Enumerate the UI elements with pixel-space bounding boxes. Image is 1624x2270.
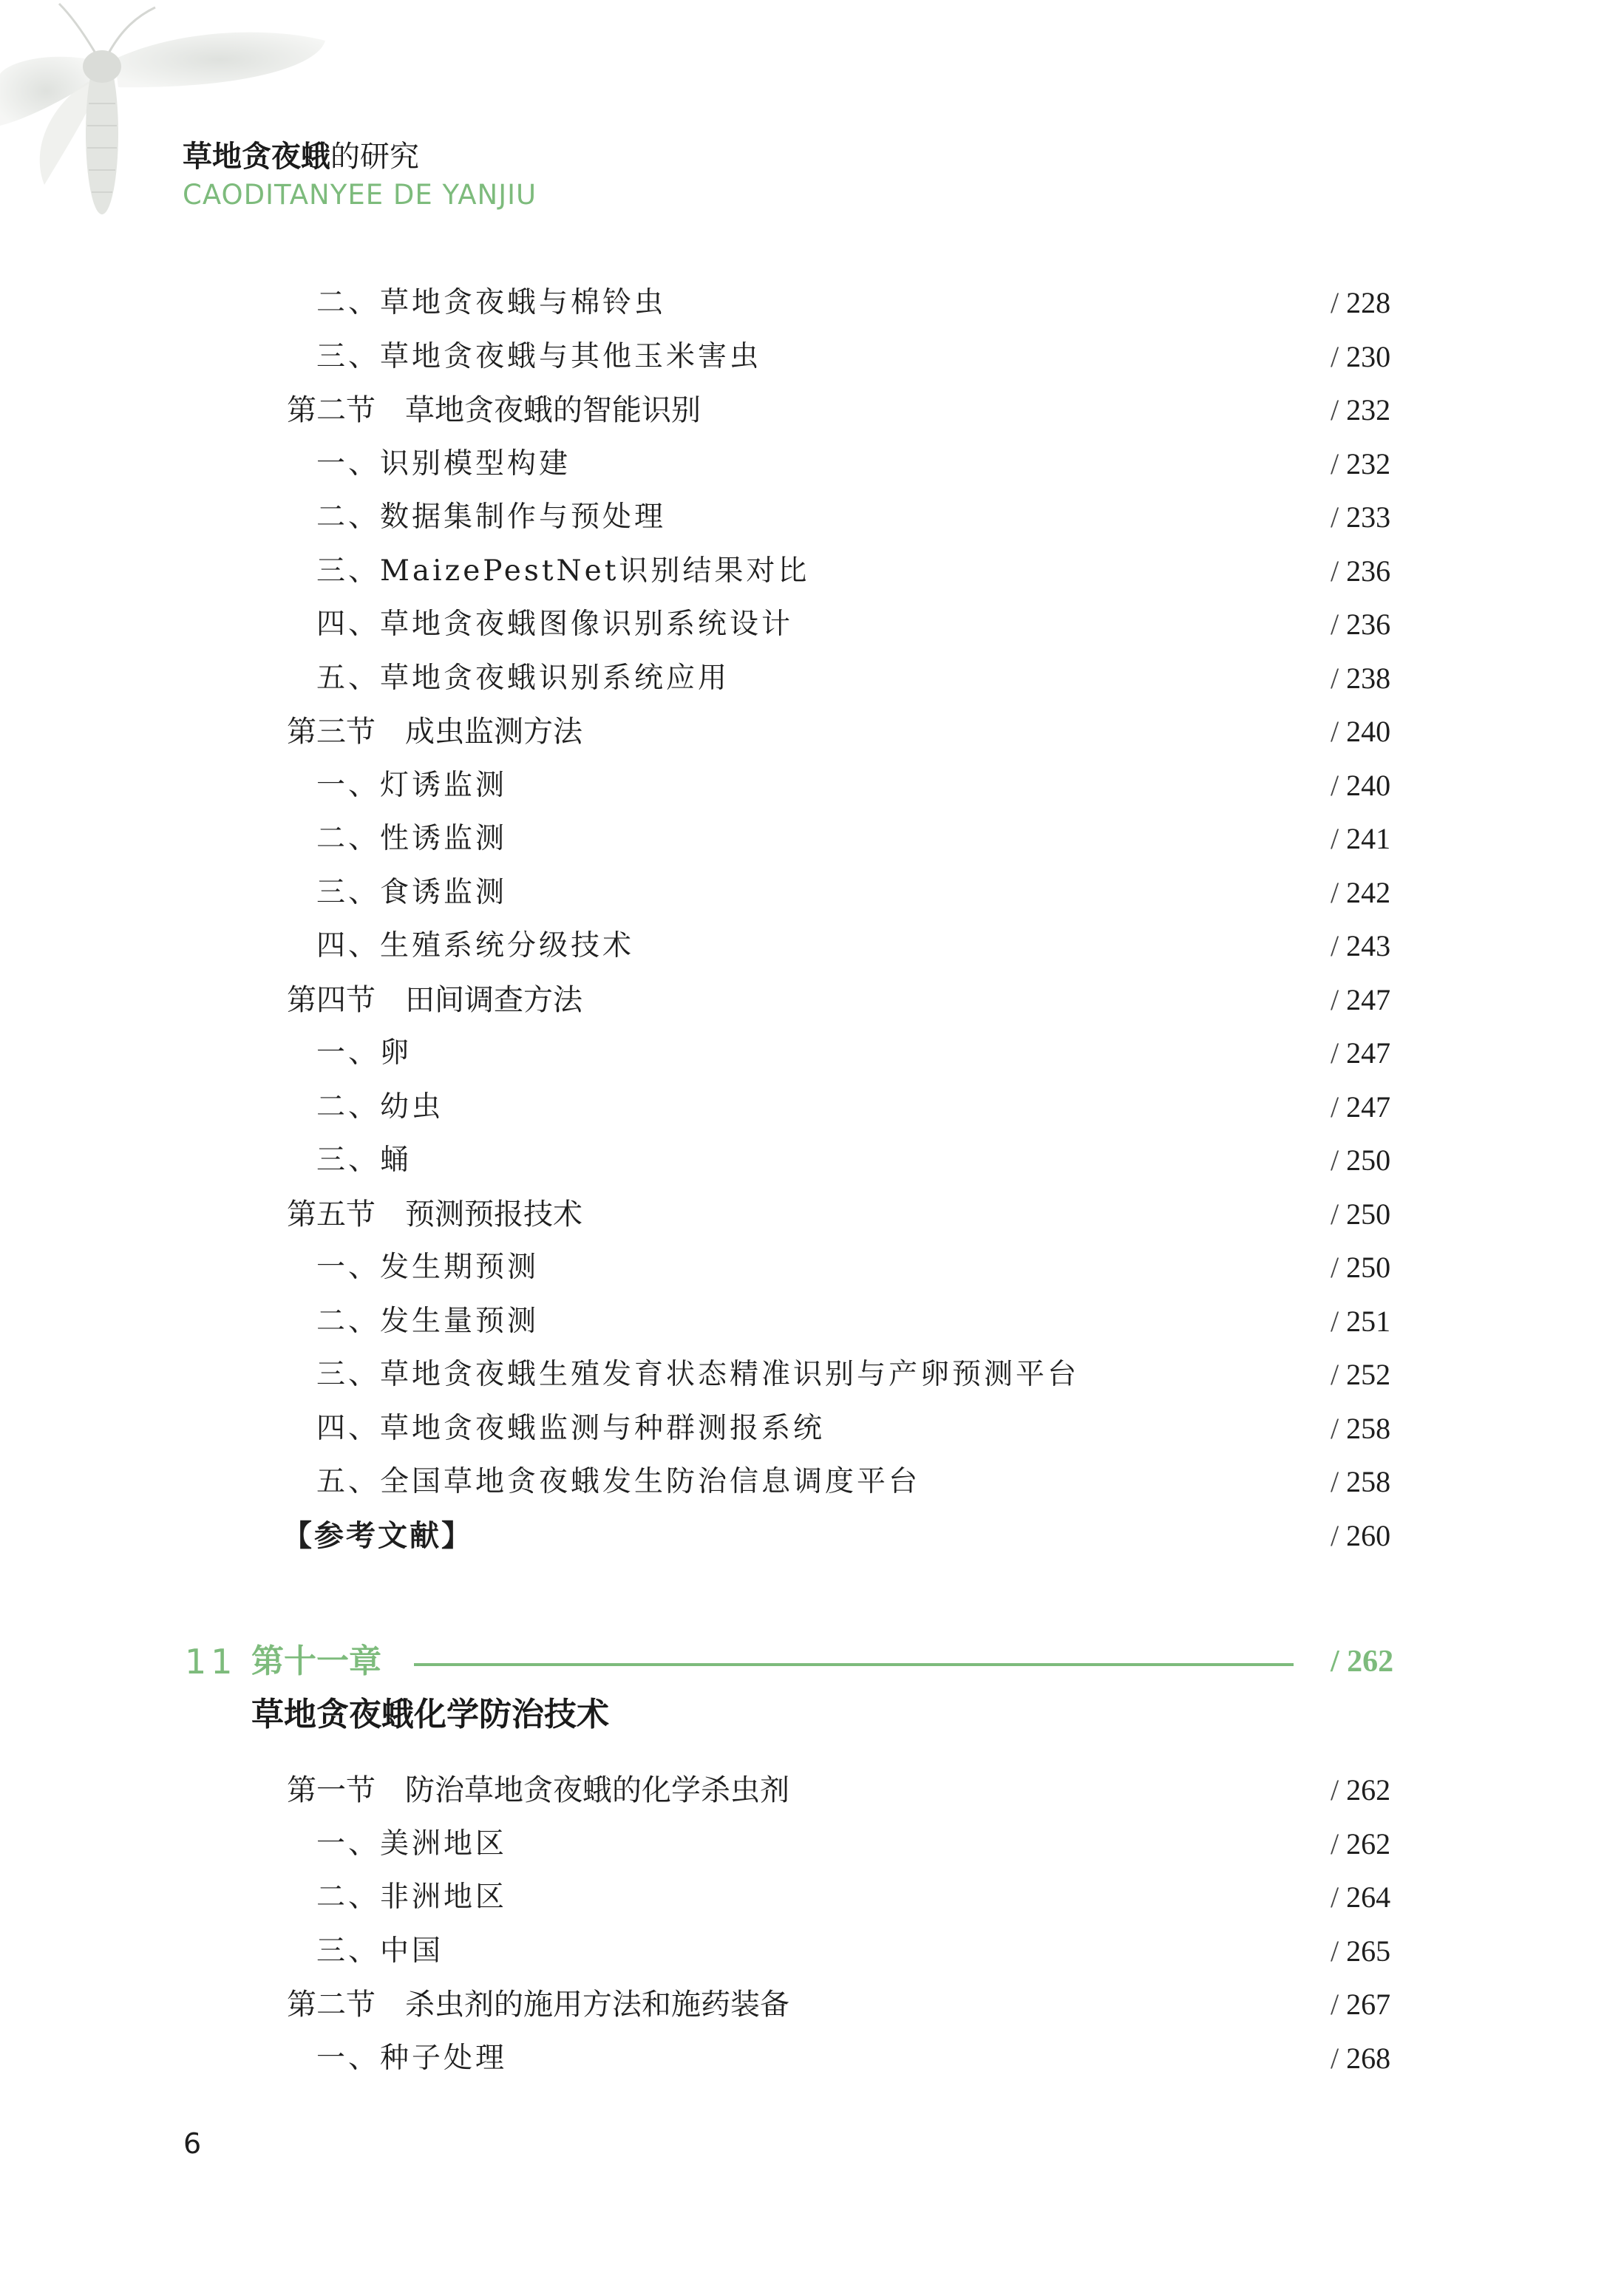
toc-label: 第二节 杀虫剂的施用方法和施药装备 [287,1988,789,2022]
toc-item[interactable] [0,1085,1624,1129]
toc-item[interactable] [0,871,1624,915]
toc-label: 一、发生期预测 [316,1251,540,1284]
toc-item[interactable] [0,2036,1624,2081]
toc-page: / 262 [1331,1826,1391,1860]
toc-page: / 262 [1331,1773,1391,1807]
toc-item[interactable] [0,335,1624,379]
toc-page: / 241 [1331,822,1391,855]
toc-label: 二、数据集制作与预处理 [316,500,667,534]
toc-label: 三、中国 [316,1934,444,1968]
toc-item[interactable] [0,924,1624,968]
toc-page: / 251 [1331,1304,1391,1338]
toc-label: 一、灯诱监测 [316,768,508,802]
toc-item[interactable] [0,656,1624,701]
toc-item[interactable] [0,549,1624,594]
toc-section[interactable] [0,1192,1624,1237]
toc-label: 二、性诱监测 [316,822,508,855]
toc-page: / 236 [1331,608,1391,641]
toc-label: 三、草地贪夜蛾与其他玉米害虫 [316,339,762,373]
chapter-rule [414,1663,1294,1666]
toc-section[interactable] [0,1768,1624,1812]
toc-item[interactable] [0,1031,1624,1075]
toc-page: / 242 [1331,875,1391,909]
toc-label: 三、蛹 [316,1144,412,1177]
toc-page: / 236 [1331,554,1391,588]
toc-page: / 238 [1331,661,1391,695]
toc-page: / 268 [1331,2041,1391,2075]
toc-page: / 232 [1331,446,1391,480]
toc-label: 第四节 田间调查方法 [287,982,582,1017]
toc-label: 四、草地贪夜蛾图像识别系统设计 [316,608,794,641]
toc-page: / 264 [1331,1880,1391,1914]
toc-page: / 247 [1331,1036,1391,1070]
toc-section[interactable] [0,710,1624,754]
toc-page: / 240 [1331,715,1391,748]
toc-page: / 258 [1331,1465,1391,1498]
toc-label: 第一节 防治草地贪夜蛾的化学杀虫剂 [287,1773,789,1807]
toc-item[interactable] [0,1353,1624,1397]
toc-label: 第二节 草地贪夜蛾的智能识别 [287,393,701,427]
toc-label: 一、美洲地区 [316,1826,508,1860]
toc-label: 二、幼虫 [316,1090,444,1124]
toc-item[interactable] [0,1929,1624,1974]
toc-page: / 243 [1331,929,1391,962]
toc-page: / 233 [1331,500,1391,534]
toc-label: 一、识别模型构建 [316,446,571,480]
toc-item[interactable] [0,817,1624,861]
toc-page: / 250 [1331,1251,1391,1284]
toc-label: 三、食诱监测 [316,875,508,909]
toc-section[interactable] [0,1982,1624,2027]
toc-item[interactable] [0,1246,1624,1290]
toc-label: 三、MaizePestNet识别结果对比 [316,554,810,588]
toc-item[interactable] [0,495,1624,540]
toc-label: 【参考文献】 [282,1518,473,1553]
toc-item[interactable] [0,1822,1624,1866]
toc-item[interactable] [0,602,1624,647]
toc-page: / 252 [1331,1358,1391,1391]
toc-references[interactable] [0,1514,1624,1558]
toc-label: 四、草地贪夜蛾监测与种群测报系统 [316,1411,826,1445]
toc-page: / 240 [1331,768,1391,802]
toc-item[interactable] [0,1407,1624,1451]
toc-section[interactable] [0,978,1624,1022]
toc-section[interactable] [0,388,1624,432]
toc-page: / 267 [1331,1988,1391,2021]
toc-item[interactable] [0,1299,1624,1344]
toc-label: 二、草地贪夜蛾与棉铃虫 [316,286,667,319]
toc-page: / 247 [1331,1090,1391,1124]
toc-item[interactable] [0,1875,1624,1920]
toc-label: 第五节 预测预报技术 [287,1197,582,1231]
toc-label: 二、非洲地区 [316,1880,508,1914]
chapter-title: 草地贪夜蛾化学防治技术 [251,1696,609,1733]
toc-page: / 265 [1331,1934,1391,1968]
toc-label: 五、草地贪夜蛾识别系统应用 [316,661,730,695]
toc-item[interactable] [0,1460,1624,1504]
toc-label: 四、生殖系统分级技术 [316,929,635,962]
toc-page: / 260 [1331,1518,1391,1552]
book-subtitle: CAODITANYEE DE YANJIU [183,179,537,211]
toc-page: / 232 [1331,393,1391,427]
chapter-name: 第十一章 [251,1642,381,1680]
toc-label: 三、草地贪夜蛾生殖发育状态精准识别与产卵预测平台 [316,1358,1080,1391]
toc-page: / 228 [1331,286,1391,319]
toc-page: / 258 [1331,1411,1391,1445]
toc-page: / 250 [1331,1197,1391,1231]
toc-page: / 250 [1331,1144,1391,1177]
toc-page: / 247 [1331,982,1391,1016]
toc-label: 五、全国草地贪夜蛾发生防治信息调度平台 [316,1465,921,1498]
toc-item[interactable] [0,442,1624,486]
chapter-page: / 262 [1331,1645,1394,1679]
toc-page: / 230 [1331,339,1391,373]
toc-item[interactable] [0,281,1624,325]
toc-label: 一、种子处理 [316,2041,508,2075]
toc-label: 一、卵 [316,1036,412,1070]
toc-item[interactable] [0,1138,1624,1183]
page-number: 6 [183,2127,202,2160]
book-title: 草地贪夜蛾的研究 [183,140,419,174]
chapter-number: 11 [185,1642,237,1682]
toc-label: 二、发生量预测 [316,1304,540,1338]
toc-item[interactable] [0,764,1624,808]
toc-label: 第三节 成虫监测方法 [287,715,582,749]
